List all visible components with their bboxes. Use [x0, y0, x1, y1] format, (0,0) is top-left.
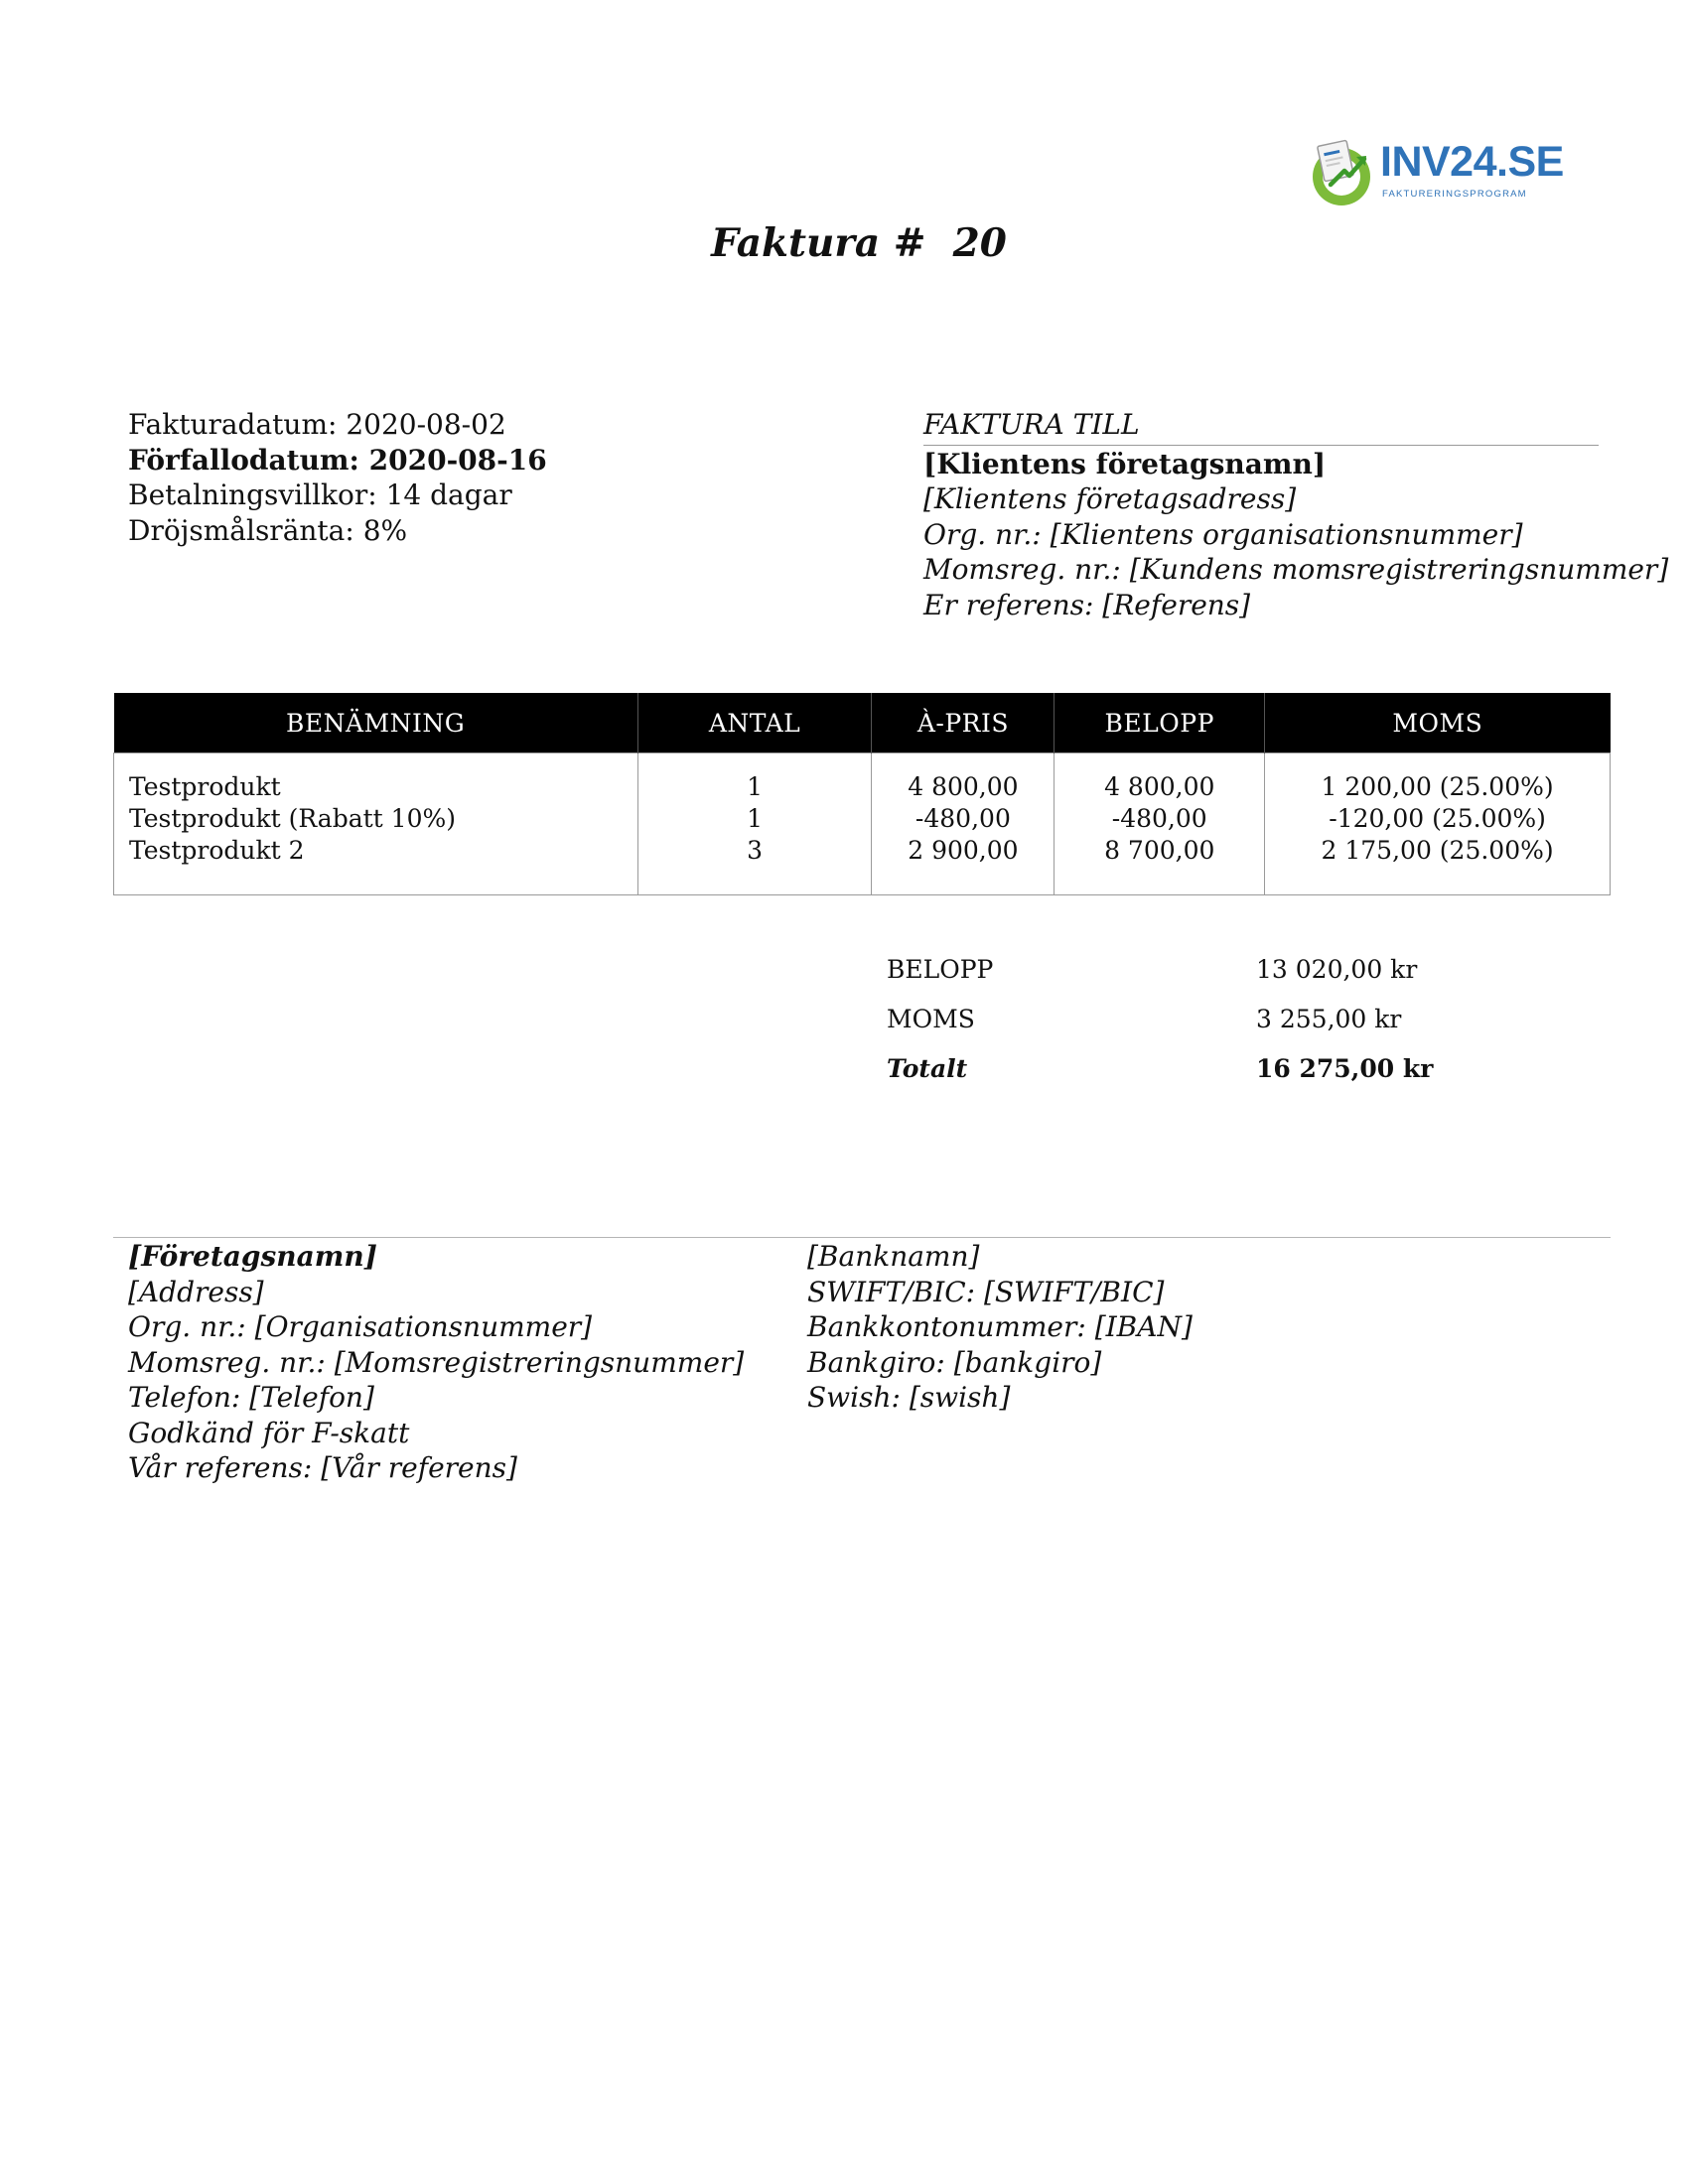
bank-info	[807, 1239, 1193, 1416]
item-unit-price: 4 800,00	[908, 772, 1019, 801]
unit-price-cell	[872, 753, 1055, 895]
grand-total-label: Totalt	[887, 1054, 968, 1083]
client-reference: Er referens: [Referens]	[923, 588, 1251, 621]
item-name: Testprodukt	[129, 772, 281, 801]
company-vat-nr: Momsreg. nr.: [Momsregistreringsnummer]	[128, 1345, 745, 1379]
subtotal-label: BELOPP	[887, 955, 994, 984]
item-unit-price: 2 900,00	[908, 836, 1019, 865]
footer-divider	[113, 1237, 1611, 1238]
column-header-amount: BELOPP	[1055, 693, 1265, 753]
column-header-quantity: ANTAL	[637, 693, 872, 753]
item-amount: 8 700,00	[1104, 836, 1215, 865]
due-date: Förfallodatum: 2020-08-16	[128, 443, 547, 477]
item-vat: 2 175,00 (25.00%)	[1321, 836, 1554, 865]
company-logo	[1309, 137, 1564, 212]
item-quantity: 1	[747, 772, 764, 801]
company-address: [Address]	[128, 1275, 264, 1308]
logo-icon	[1309, 139, 1378, 208]
client-vat-nr: Momsreg. nr.: [Kundens momsregistreringsnummer]	[923, 553, 1669, 586]
company-our-reference: Vår referens: [Vår referens]	[128, 1451, 517, 1484]
description-cell	[114, 753, 638, 895]
company-name: [Företagsnamn]	[128, 1240, 377, 1273]
company-org-nr: Org. nr.: [Organisationsnummer]	[128, 1310, 593, 1343]
vat-cell	[1265, 753, 1611, 895]
bank-name: [Banknamn]	[807, 1240, 980, 1273]
bank-account: Bankkontonummer: [IBAN]	[807, 1310, 1193, 1343]
invoice-title: Faktura # 20	[711, 220, 1007, 266]
item-vat: -120,00 (25.00%)	[1329, 804, 1546, 833]
item-amount: 4 800,00	[1104, 772, 1215, 801]
item-vat: 1 200,00 (25.00%)	[1321, 772, 1554, 801]
vat-total-label: MOMS	[887, 1005, 975, 1033]
bill-to-section	[923, 407, 1669, 622]
item-name: Testprodukt (Rabatt 10%)	[129, 804, 456, 833]
logo-subtext: FAKTURERINGSPROGRAM	[1382, 189, 1527, 200]
logo-text: INV24.SE	[1380, 138, 1564, 186]
bank-bankgiro: Bankgiro: [bankgiro]	[807, 1345, 1102, 1379]
company-phone: Telefon: [Telefon]	[128, 1381, 374, 1414]
payment-terms: Betalningsvillkor: 14 dagar	[128, 478, 512, 511]
amount-cell	[1055, 753, 1265, 895]
vat-total-value: 3 255,00 kr	[1256, 1005, 1402, 1033]
line-items-table	[113, 693, 1611, 895]
item-amount: -480,00	[1111, 804, 1207, 833]
item-quantity: 1	[747, 804, 764, 833]
invoice-meta	[128, 407, 547, 548]
bill-to-heading: FAKTURA TILL	[923, 407, 1599, 446]
item-name: Testprodukt 2	[129, 836, 305, 865]
item-unit-price: -480,00	[914, 804, 1011, 833]
bank-swift: SWIFT/BIC: [SWIFT/BIC]	[807, 1275, 1165, 1308]
column-header-description: BENÄMNING	[114, 693, 638, 753]
subtotal-value: 13 020,00 kr	[1256, 955, 1418, 984]
table-header-row	[114, 693, 1611, 753]
column-header-unit-price: À-PRIS	[872, 693, 1055, 753]
client-org-nr: Org. nr.: [Klientens organisationsnummer]	[923, 517, 1523, 551]
company-info	[128, 1239, 744, 1486]
late-interest: Dröjsmålsränta: 8%	[128, 513, 408, 547]
table-row	[114, 753, 1611, 895]
bank-swish: Swish: [swish]	[807, 1381, 1011, 1414]
column-header-vat: MOMS	[1265, 693, 1611, 753]
client-address: [Klientens företagsadress]	[923, 482, 1297, 515]
invoice-date: Fakturadatum: 2020-08-02	[128, 408, 506, 441]
company-f-tax: Godkänd för F-skatt	[128, 1416, 410, 1449]
grand-total-value: 16 275,00 kr	[1256, 1054, 1434, 1083]
client-name: [Klientens företagsnamn]	[923, 447, 1327, 480]
quantity-cell	[637, 753, 872, 895]
item-quantity: 3	[747, 836, 764, 865]
